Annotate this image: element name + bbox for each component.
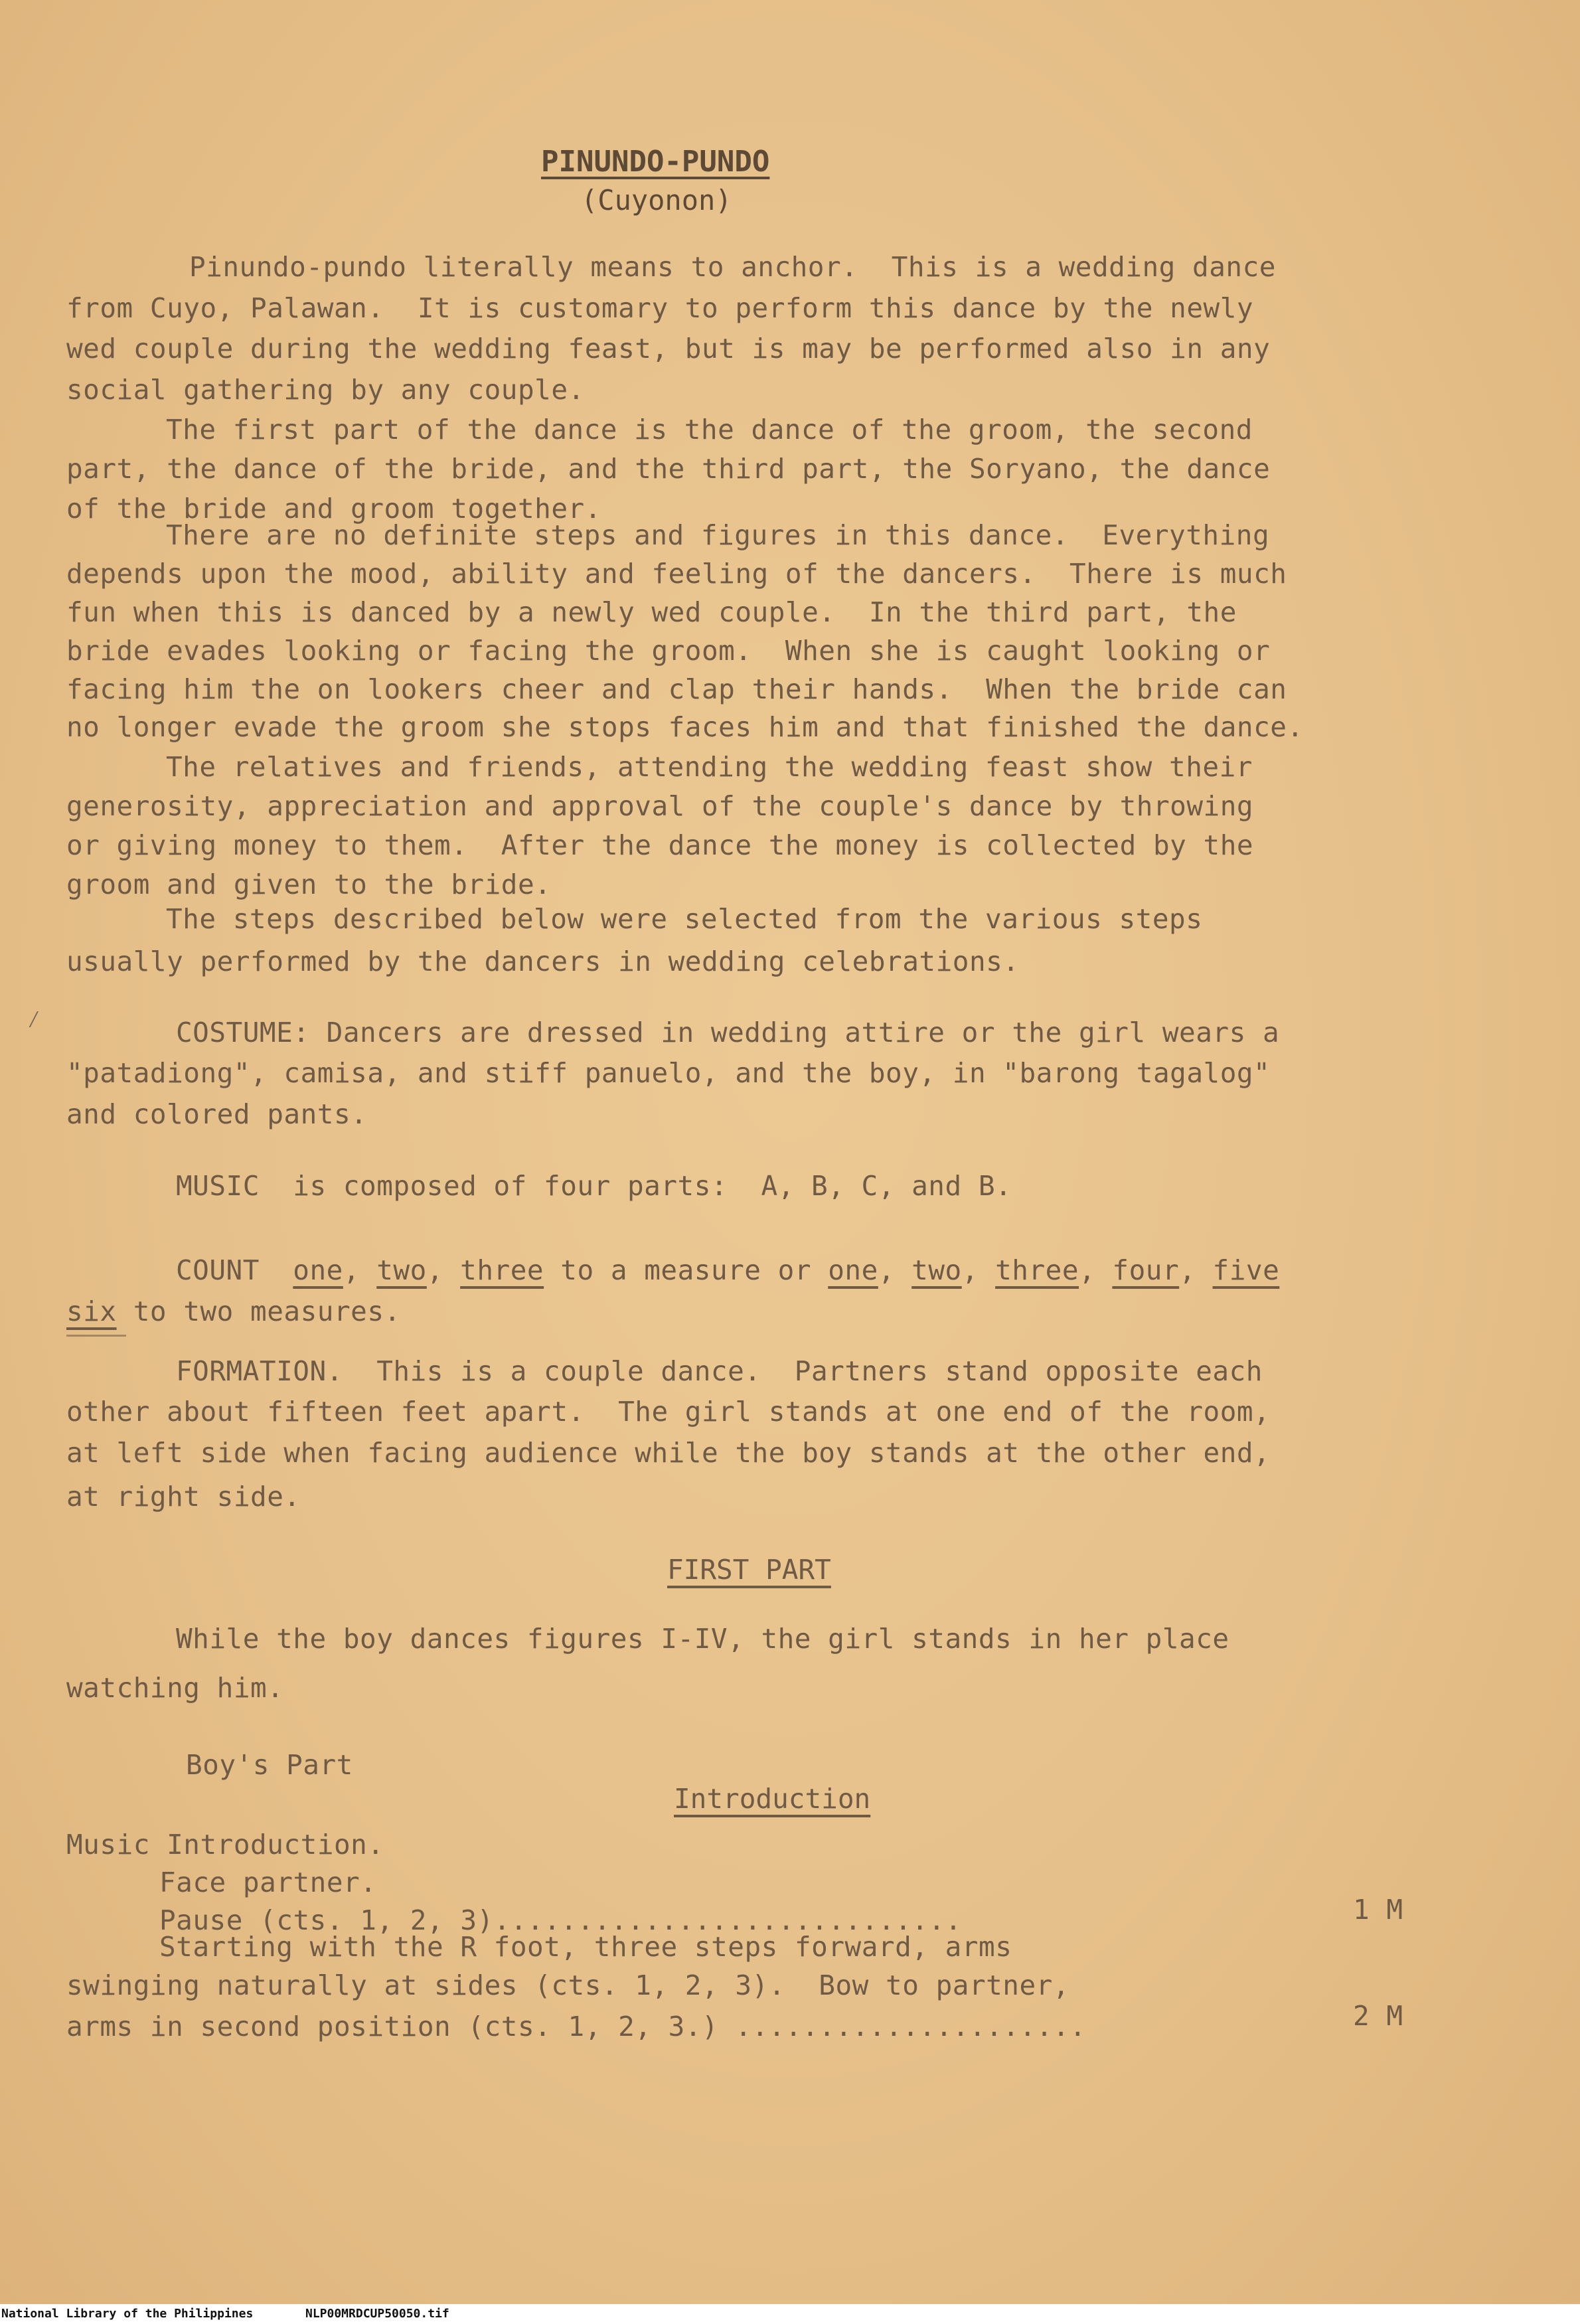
- formation-line: other about fifteen feet apart. The girl stands at one end of the room,: [66, 1396, 1271, 1428]
- body-line: generosity, appreciation and approval of the couple's dance by throwing: [66, 790, 1254, 822]
- count-word: four: [1112, 1254, 1180, 1286]
- body-line: The first part of the dance is the dance of the groom, the second: [166, 414, 1253, 446]
- underline-rule: [66, 1335, 126, 1337]
- boys-part-label: Boy's Part: [186, 1749, 353, 1781]
- body-line: The relatives and friends, attending the wedding feast show their: [166, 751, 1253, 783]
- footer-file: NLP00MRDCUP50050.tif: [305, 2307, 449, 2321]
- pencil-mark: ⁄: [27, 1006, 41, 1033]
- count-mid: to a measure or: [560, 1254, 812, 1286]
- costume-line: COSTUME: Dancers are dressed in wedding attire or the girl wears a: [176, 1017, 1280, 1048]
- body-line: groom and given to the bride.: [66, 869, 552, 900]
- intro-step: Pause (cts. 1, 2, 3): [159, 1904, 494, 1936]
- formation-line: at right side.: [66, 1481, 301, 1513]
- body-line: fun when this is danced by a newly wed couple. In the third part, the: [66, 596, 1237, 628]
- costume-line: "patadiong", camisa, and stiff panuelo, and the boy, in "barong tagalog": [66, 1057, 1271, 1089]
- count-word: three: [460, 1254, 544, 1286]
- document-title: PINUNDO-PUNDO: [541, 145, 770, 179]
- formation-line: FORMATION. This is a couple dance. Partners stand opposite each: [176, 1355, 1263, 1387]
- body-line: There are no definite steps and figures in this dance. Everything: [166, 519, 1270, 551]
- intro-line: swinging naturally at sides (cts. 1, 2, 3). Bow to partner,: [66, 1969, 1070, 2001]
- dot-leader: ............................: [493, 1904, 962, 1936]
- intro-line: Music Introduction.: [66, 1829, 384, 1861]
- body-line: or giving money to them. After the dance the money is collected by the: [66, 829, 1254, 861]
- intro-step: arms in second position (cts. 1, 2, 3.): [66, 2011, 719, 2042]
- count-word: six: [66, 1295, 117, 1327]
- intro-line: Starting with the R foot, three steps forward, arms: [159, 1931, 1012, 1963]
- body-line: from Cuyo, Palawan. It is customary to perform this dance by the newly: [66, 292, 1254, 324]
- body-line: depends upon the mood, ability and feeling of the dancers. There is much: [66, 558, 1287, 590]
- body-line: of the bride and groom together.: [66, 493, 601, 525]
- body-line: part, the dance of the bride, and the third part, the Soryano, the dance: [66, 453, 1271, 485]
- body-line: social gathering by any couple.: [66, 374, 585, 406]
- body-line: no longer evade the groom she stops faces him and that finished the dance.: [66, 711, 1304, 743]
- measure-count: 2 M: [1353, 2000, 1403, 2032]
- dot-leader: .....................: [735, 2011, 1087, 2042]
- body-line: usually performed by the dancers in wedding celebrations.: [66, 946, 1020, 977]
- costume-line: and colored pants.: [66, 1098, 368, 1130]
- count-line: [66, 1295, 401, 1327]
- first-part-heading: FIRST PART: [667, 1554, 831, 1586]
- intro-line: [159, 1904, 962, 1936]
- count-line: COUNT one, two, three to a measure or one, two, three, four, five: [176, 1254, 1280, 1286]
- count-rest: to two measures.: [133, 1295, 401, 1327]
- footer-library: National Library of the Philippines: [1, 2307, 254, 2321]
- body-line: Pinundo-pundo literally means to anchor. This is a wedding dance: [189, 251, 1276, 283]
- measure-count: 1 M: [1353, 1894, 1403, 1926]
- formation-line: at left side when facing audience while the boy stands at the other end,: [66, 1437, 1271, 1469]
- count-word: three: [995, 1254, 1079, 1286]
- document-subtitle: (Cuyonon): [581, 184, 732, 216]
- music-line: MUSIC is composed of four parts: A, B, C, and B.: [176, 1170, 1012, 1202]
- count-word: two: [911, 1254, 962, 1286]
- intro-line: Face partner.: [159, 1867, 377, 1898]
- introduction-heading: Introduction: [674, 1783, 871, 1815]
- body-line: The steps described below were selected from the various steps: [166, 903, 1203, 935]
- first-part-line: watching him.: [66, 1672, 284, 1704]
- count-word: one: [828, 1254, 878, 1286]
- count-word: two: [376, 1254, 427, 1286]
- body-line: wed couple during the wedding feast, but is may be performed also in any: [66, 333, 1271, 365]
- body-line: bride evades looking or facing the groom. When she is caught looking or: [66, 635, 1271, 667]
- count-word: five: [1212, 1254, 1280, 1286]
- count-word: one: [293, 1254, 343, 1286]
- body-line: facing him the on lookers cheer and clap their hands. When the bride can: [66, 673, 1287, 705]
- first-part-line: While the boy dances figures I-IV, the girl stands in her place: [176, 1623, 1229, 1655]
- intro-line: [66, 2013, 1086, 2040]
- count-label: COUNT: [176, 1254, 260, 1286]
